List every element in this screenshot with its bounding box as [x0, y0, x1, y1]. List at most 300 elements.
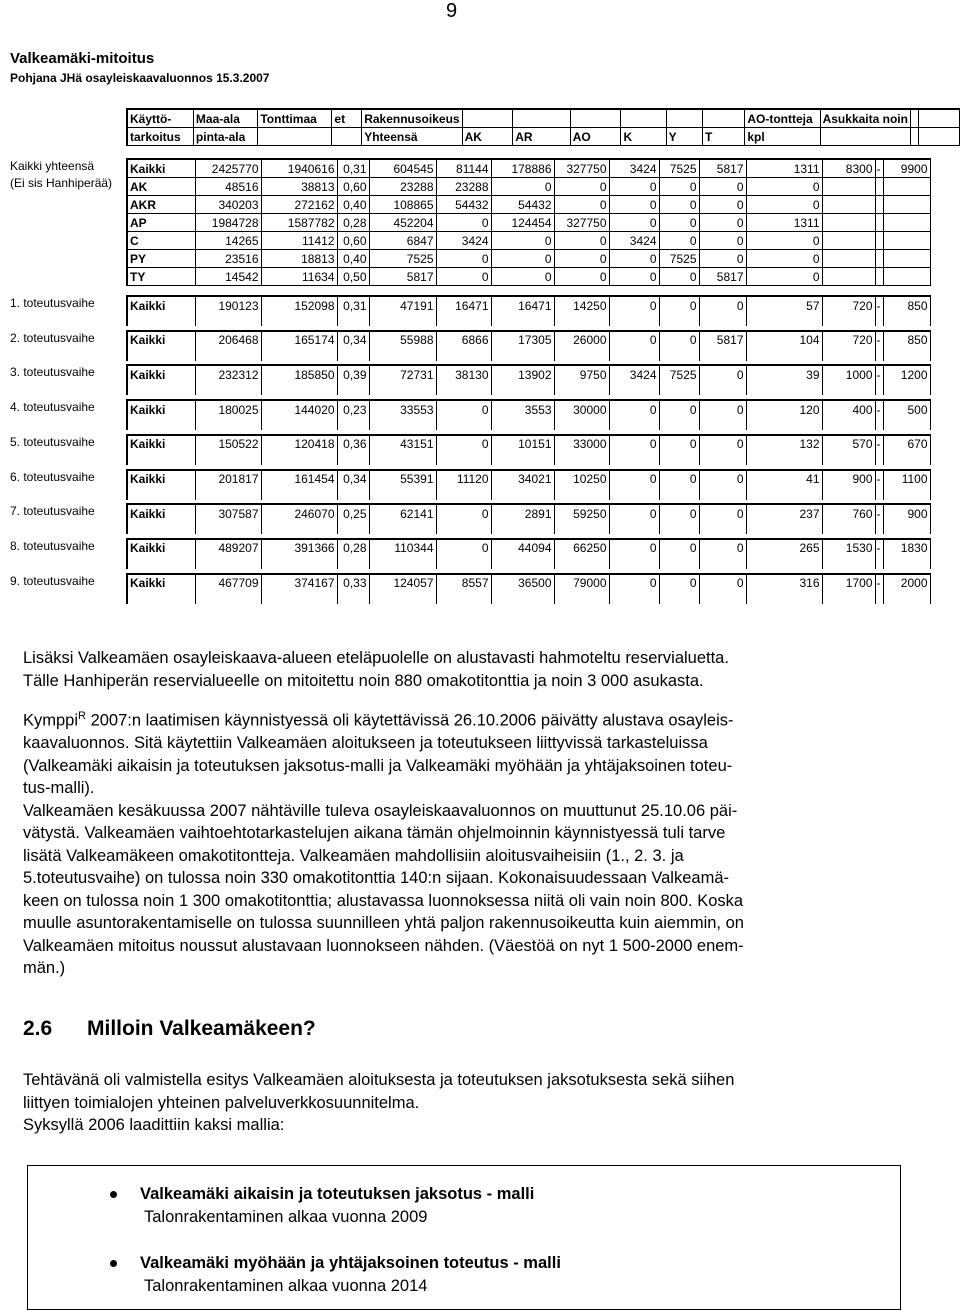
table-cell: 11634: [261, 268, 337, 286]
table-cell: 670: [883, 435, 930, 453]
table-cell: 0,60: [337, 178, 369, 196]
table-row: [127, 400, 930, 418]
table-cell: Kaikki: [127, 435, 195, 453]
table-cell: 190123: [195, 296, 261, 314]
table-cell: 0: [659, 470, 699, 488]
phase-table: [126, 434, 931, 465]
table-cell: [554, 488, 609, 500]
text-line: lisätä Valkeamäkeen omakotitontteja. Valkeamäen mahdollisiin aloitusvaiheisiin (1., 2. 3. ja: [23, 846, 684, 865]
table-cell: [621, 109, 666, 128]
table-cell: -: [875, 331, 883, 349]
table-row: [127, 178, 930, 196]
table-cell: 0: [699, 232, 746, 250]
phase-label: 6. toteutusvaihe: [10, 469, 95, 484]
table-cell: 0,40: [337, 250, 369, 268]
table-cell: [699, 592, 746, 604]
table-cell: [554, 453, 609, 465]
table-cell: 760: [822, 504, 875, 522]
table-cell: [746, 592, 822, 604]
table-cell: 0: [746, 196, 822, 214]
table-cell: 0: [491, 250, 554, 268]
phase-table: [126, 399, 931, 430]
table-row: [127, 214, 930, 232]
table-cell: [554, 383, 609, 395]
table-row: [127, 250, 930, 268]
model-title: Valkeamäki aikaisin ja toteutuksen jaksotus - malli: [140, 1185, 535, 1203]
text-line: Tehtävänä oli valmistella esitys Valkeamäen aloituksesta ja toteutuksen jaksotuksesta sekä siihen: [23, 1071, 735, 1089]
table-cell: AP: [127, 214, 195, 232]
table-cell: [369, 349, 436, 361]
text-line: (Valkeamäki aikaisin ja toteutuksen jaksotus-malli ja Valkeamäki myöhään ja yhtäjaksoinen toteu-: [23, 756, 733, 775]
table-cell: 54432: [491, 196, 554, 214]
table-cell: Kaikki: [127, 574, 195, 592]
table-cell: [261, 314, 337, 326]
table-row-spacer: [127, 418, 930, 430]
table-cell: 14250: [554, 296, 609, 314]
table-cell: 124454: [491, 214, 554, 232]
table-cell: 0: [436, 268, 491, 286]
table-cell: 57: [746, 296, 822, 314]
table-cell: 14542: [195, 268, 261, 286]
table-row-spacer: [127, 349, 930, 361]
table-cell: 43151: [369, 435, 436, 453]
table-cell: [746, 418, 822, 430]
table-cell: [369, 592, 436, 604]
table-cell: 391366: [261, 539, 337, 557]
table-cell: [820, 128, 910, 146]
table-cell: [491, 349, 554, 361]
table-cell: 55988: [369, 331, 436, 349]
table-cell: [910, 128, 918, 146]
table-cell: [195, 418, 261, 430]
table-cell: 206468: [195, 331, 261, 349]
table-cell: 185850: [261, 365, 337, 383]
table-cell: [195, 488, 261, 500]
table-cell: C: [127, 232, 195, 250]
table-cell: [746, 453, 822, 465]
table-cell: 36500: [491, 574, 554, 592]
table-cell: [609, 592, 659, 604]
table-cell: [822, 178, 875, 196]
table-cell: 489207: [195, 539, 261, 557]
table-cell: 0: [436, 539, 491, 557]
table-cell: [436, 383, 491, 395]
table-cell: [746, 383, 822, 395]
table-cell: 0: [554, 250, 609, 268]
table-cell: 0: [609, 296, 659, 314]
table-row-spacer: [127, 557, 930, 569]
table-cell: [910, 109, 918, 128]
table-cell: 237: [746, 504, 822, 522]
table-cell: [746, 557, 822, 569]
phase-table: [126, 295, 931, 326]
table-cell: -: [875, 365, 883, 383]
table-cell: 3424: [609, 365, 659, 383]
table-cell: [127, 418, 195, 430]
table-cell: 0: [699, 365, 746, 383]
table-cell: Yhteensä: [362, 128, 462, 146]
table-cell: 0: [609, 504, 659, 522]
table-cell: [609, 557, 659, 569]
table-cell: [369, 522, 436, 534]
table-cell: [554, 418, 609, 430]
table-cell: [491, 488, 554, 500]
table-cell: [822, 214, 875, 232]
table-cell: 604545: [369, 159, 436, 178]
table-cell: TY: [127, 268, 195, 286]
table-cell: -: [875, 435, 883, 453]
table-cell: kpl: [745, 128, 820, 146]
table-cell: [875, 250, 883, 268]
paragraph-task: [23, 1069, 885, 1137]
table-cell: 62141: [369, 504, 436, 522]
table-cell: [699, 383, 746, 395]
table-cell: [822, 557, 875, 569]
table-cell: 0: [659, 504, 699, 522]
page-number: 9: [446, 0, 458, 22]
table-cell: 0: [659, 539, 699, 557]
table-cell: 10151: [491, 435, 554, 453]
table-cell: 47191: [369, 296, 436, 314]
table-cell: [822, 522, 875, 534]
table-cell: 26000: [554, 331, 609, 349]
table-cell: T: [703, 128, 745, 146]
table-cell: 0: [699, 504, 746, 522]
table-cell: [554, 522, 609, 534]
table-cell: [436, 557, 491, 569]
table-cell: et: [332, 109, 362, 128]
table-cell: 0,25: [337, 504, 369, 522]
table-cell: [883, 232, 930, 250]
table-cell: [822, 314, 875, 326]
table-cell: 1700: [822, 574, 875, 592]
table-cell: 23516: [195, 250, 261, 268]
table-cell: AKR: [127, 196, 195, 214]
phase-table: [126, 573, 931, 604]
table-cell: [883, 214, 930, 232]
table-cell: 246070: [261, 504, 337, 522]
table-cell: 1587782: [261, 214, 337, 232]
table-cell: [883, 383, 930, 395]
table-cell: [822, 268, 875, 286]
table-cell: 0: [659, 400, 699, 418]
table-cell: [491, 453, 554, 465]
table-cell: [369, 453, 436, 465]
table-cell: 132: [746, 435, 822, 453]
table-cell: 0: [746, 268, 822, 286]
table-cell: [436, 349, 491, 361]
table-row: [127, 539, 930, 557]
table-cell: 39: [746, 365, 822, 383]
table-cell: 79000: [554, 574, 609, 592]
table-cell: 0: [609, 400, 659, 418]
table-cell: 0: [609, 250, 659, 268]
table-cell: 1100: [883, 470, 930, 488]
table-cell: 0: [699, 296, 746, 314]
table-cell: 0: [659, 232, 699, 250]
table-cell: [609, 522, 659, 534]
table-cell: [875, 522, 883, 534]
table-cell: [337, 349, 369, 361]
table-cell: [699, 349, 746, 361]
table-cell: [609, 383, 659, 395]
table-cell: [699, 314, 746, 326]
table-cell: 55391: [369, 470, 436, 488]
table-cell: 0: [659, 331, 699, 349]
text-line: Tälle Hanhiperän reservialueelle on mitoitettu noin 880 omakotitonttia ja noin 3 000 asukasta.: [23, 671, 704, 690]
table-row: [127, 331, 930, 349]
table-cell: 1311: [746, 214, 822, 232]
table-cell: AK: [462, 128, 513, 146]
table-cell: 0: [746, 232, 822, 250]
table-cell: 5817: [369, 268, 436, 286]
table-cell: [875, 418, 883, 430]
table-cell: 8557: [436, 574, 491, 592]
text-line: Syksyllä 2006 laadittiin kaksi mallia:: [23, 1116, 285, 1134]
table-cell: [659, 383, 699, 395]
table-cell: 161454: [261, 470, 337, 488]
phase-table: [126, 364, 931, 395]
phase-label: 7. toteutusvaihe: [10, 504, 95, 519]
table-cell: 7525: [659, 250, 699, 268]
table-cell: 0: [659, 296, 699, 314]
table-cell: [822, 250, 875, 268]
table-cell: 34021: [491, 470, 554, 488]
table-cell: [462, 109, 513, 128]
table-row: [127, 196, 930, 214]
table-cell: 3553: [491, 400, 554, 418]
model-subtitle: Talonrakentaminen alkaa vuonna 2014: [144, 1277, 428, 1295]
table-cell: 16471: [491, 296, 554, 314]
table-cell: 0: [699, 435, 746, 453]
table-row: [127, 574, 930, 592]
table-row-spacer: [127, 314, 930, 326]
table-cell: 7525: [659, 159, 699, 178]
table-row-spacer: [127, 383, 930, 395]
table-cell: AO: [570, 128, 621, 146]
table-row: [127, 109, 960, 128]
table-cell: [822, 453, 875, 465]
table-cell: [699, 557, 746, 569]
table-cell: 0: [609, 470, 659, 488]
table-cell: [436, 314, 491, 326]
table-cell: 14265: [195, 232, 261, 250]
table-cell: [822, 488, 875, 500]
section-number: 2.6: [23, 1017, 53, 1040]
table-cell: 180025: [195, 400, 261, 418]
phase-label: 4. toteutusvaihe: [10, 400, 95, 415]
table-cell: [883, 453, 930, 465]
table-cell: [491, 314, 554, 326]
table-cell: 900: [883, 504, 930, 522]
table-cell: [513, 109, 571, 128]
table-cell: 316: [746, 574, 822, 592]
table-row: [127, 470, 930, 488]
table-cell: Rakennusoikeus: [362, 109, 462, 128]
table-cell: [883, 268, 930, 286]
table-cell: [337, 383, 369, 395]
text-line: män.): [23, 959, 66, 977]
table-cell: [822, 418, 875, 430]
table-cell: [369, 314, 436, 326]
table-cell: 0,40: [337, 196, 369, 214]
table-cell: AO-tontteja: [745, 109, 820, 128]
table-cell: 7525: [659, 365, 699, 383]
table-cell: [127, 349, 195, 361]
phase-table: [126, 538, 931, 569]
table-cell: [261, 453, 337, 465]
table-cell: 30000: [554, 400, 609, 418]
table-cell: Kaikki: [127, 331, 195, 349]
table-cell: 0: [699, 214, 746, 232]
table-cell: [491, 592, 554, 604]
table-cell: -: [875, 296, 883, 314]
table-cell: 7525: [369, 250, 436, 268]
table-cell: [822, 196, 875, 214]
table-cell: [127, 383, 195, 395]
table-cell: 850: [883, 331, 930, 349]
table-cell: 374167: [261, 574, 337, 592]
table-cell: [822, 592, 875, 604]
table-cell: 59250: [554, 504, 609, 522]
text-line: keen on tulossa noin 1 300 omakotitonttia; alustavassa luonnoksessa niitä oli vain noin 800. Koska: [23, 891, 744, 910]
table-cell: 0: [609, 178, 659, 196]
table-cell: 0: [554, 232, 609, 250]
table-cell: 0: [609, 574, 659, 592]
table-cell: 0: [436, 250, 491, 268]
table-cell: [609, 349, 659, 361]
table-cell: -: [875, 539, 883, 557]
table-cell: [554, 314, 609, 326]
table-cell: 9750: [554, 365, 609, 383]
table-cell: 0: [659, 196, 699, 214]
table-cell: [261, 592, 337, 604]
table-cell: [875, 196, 883, 214]
table-cell: 0: [699, 400, 746, 418]
text-line: kaavaluonnos. Sitä käytettiin Valkeamäen aloitukseen ja toteutukseen liittyvissä tarkasteluissa: [23, 734, 708, 752]
table-cell: [195, 383, 261, 395]
table-row: [127, 159, 930, 178]
table-cell: 6866: [436, 331, 491, 349]
table-cell: 13902: [491, 365, 554, 383]
table-cell: 307587: [195, 504, 261, 522]
table-cell: [337, 592, 369, 604]
table-cell: [746, 522, 822, 534]
table-cell: [332, 128, 362, 146]
table-cell: [659, 314, 699, 326]
table-cell: 272162: [261, 196, 337, 214]
table-cell: 5817: [699, 331, 746, 349]
table-cell: 2425770: [195, 159, 261, 178]
table-cell: -: [875, 400, 883, 418]
table-cell: [609, 314, 659, 326]
table-cell: 232312: [195, 365, 261, 383]
table-cell: 0: [746, 250, 822, 268]
table-cell: 2000: [883, 574, 930, 592]
phase-label: 9. toteutusvaihe: [10, 573, 95, 588]
figure-subtitle: Pohjana JHä osayleiskaavaluonnos 15.3.2007: [10, 71, 270, 85]
table-cell: 900: [822, 470, 875, 488]
table-cell: [554, 592, 609, 604]
table-cell: 150522: [195, 435, 261, 453]
table-cell: 0: [609, 331, 659, 349]
table-cell: 120418: [261, 435, 337, 453]
table-cell: [875, 214, 883, 232]
table-cell: 0,36: [337, 435, 369, 453]
table-cell: Tonttimaa: [258, 109, 332, 128]
table-cell: 18813: [261, 250, 337, 268]
table-row: [127, 504, 930, 522]
table-cell: 1311: [746, 159, 822, 178]
table-cell: [699, 453, 746, 465]
table-cell: 0: [699, 178, 746, 196]
table-cell: [491, 383, 554, 395]
table-cell: 0: [609, 214, 659, 232]
table-cell: 0: [699, 470, 746, 488]
table-cell: 1940616: [261, 159, 337, 178]
table-cell: 1830: [883, 539, 930, 557]
table-cell: Kaikki: [127, 296, 195, 314]
table-cell: 16471: [436, 296, 491, 314]
table-header: [126, 108, 960, 146]
table-cell: [436, 522, 491, 534]
table-cell: [875, 349, 883, 361]
text-fragment: Kymppi: [23, 711, 79, 730]
totals-table: [126, 158, 931, 286]
table-cell: 570: [822, 435, 875, 453]
model-title: Valkeamäki myöhään ja yhtäjaksoinen toteutus - malli: [140, 1254, 561, 1272]
table-cell: [261, 349, 337, 361]
table-cell: [261, 488, 337, 500]
bullet-icon: [110, 1191, 117, 1198]
table-row-spacer: [127, 522, 930, 534]
table-cell: [337, 314, 369, 326]
table-cell: [883, 522, 930, 534]
table-cell: 48516: [195, 178, 261, 196]
table-cell: 41: [746, 470, 822, 488]
table-cell: [659, 418, 699, 430]
table-cell: 0: [554, 268, 609, 286]
table-cell: 54432: [436, 196, 491, 214]
table-cell: [127, 592, 195, 604]
table-cell: [883, 250, 930, 268]
text-line: muulle asuntorakentamiselle on tulossa suunnilleen yhtä paljon rakennusoikeutta kuin aiemmin, on: [23, 914, 744, 932]
table-cell: 0,31: [337, 296, 369, 314]
table-cell: PY: [127, 250, 195, 268]
paragraph-reserve: [23, 647, 885, 692]
table-row-spacer: [127, 453, 930, 465]
table-cell: 0: [659, 574, 699, 592]
table-cell: 72731: [369, 365, 436, 383]
table-cell: [746, 314, 822, 326]
table-cell: [918, 128, 959, 146]
table-cell: [337, 557, 369, 569]
table-cell: 3424: [609, 232, 659, 250]
table-cell: [491, 418, 554, 430]
table-cell: [918, 109, 959, 128]
table-cell: [659, 488, 699, 500]
text-line: vätystä. Valkeamäen vaihtoehtotarkastelujen aikana tämän ohjelmoinnin käynnistyessä tuli tarve: [23, 824, 726, 842]
table-cell: [127, 557, 195, 569]
table-cell: [369, 418, 436, 430]
table-cell: 108865: [369, 196, 436, 214]
table-cell: [883, 178, 930, 196]
table-cell: 452204: [369, 214, 436, 232]
table-cell: [491, 557, 554, 569]
table-cell: Kaikki: [127, 504, 195, 522]
table-cell: 0: [491, 268, 554, 286]
table-row: [127, 268, 930, 286]
